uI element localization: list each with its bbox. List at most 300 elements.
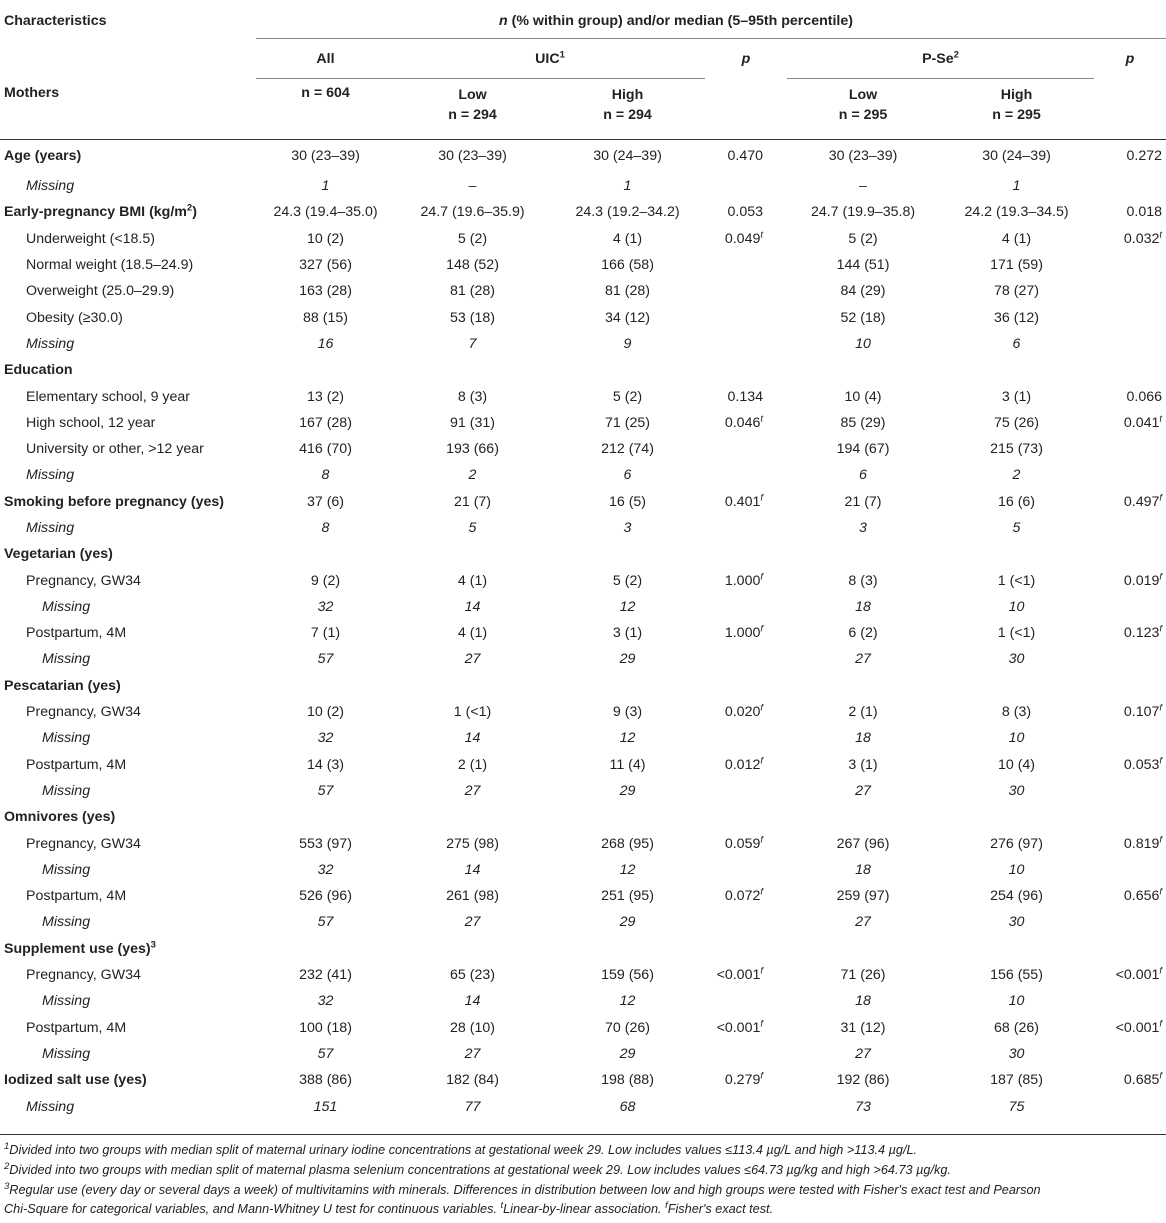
cell-all: 388 (86) [299, 1072, 352, 1089]
cell-uic-low: 53 (18) [450, 309, 495, 326]
row-label: High school, 12 year [26, 414, 156, 431]
cell-pse-high: 10 [1008, 730, 1025, 747]
cell-uic-low: 1 (<1) [453, 704, 492, 721]
cell-pse-low [787, 357, 939, 383]
footnote-2-mark: 2 [4, 1160, 10, 1172]
cell-p-pse-value: 0.272 [1126, 148, 1163, 165]
row-label: Missing [42, 598, 91, 615]
cell-uic-high: 212 (74) [601, 441, 654, 458]
cell-p-uic [705, 1015, 787, 1041]
row-label: Missing [42, 651, 91, 668]
cell-p-uic [705, 226, 787, 252]
header-row-2 [0, 39, 1166, 79]
cell-uic-low: 261 (98) [446, 888, 499, 905]
all-n: n = 604 [256, 79, 395, 140]
uic-footnote-mark: 1 [559, 48, 565, 60]
cell-p-pse [1094, 462, 1166, 488]
cell-pse-low: 30 (23–39) [828, 148, 898, 165]
cell-p-pse [1094, 1067, 1166, 1093]
cell-all: 32 [317, 861, 334, 878]
row-label: Missing [42, 914, 91, 931]
cell-pse-high: 30 [1008, 1045, 1025, 1062]
spanning-header [256, 4, 1166, 39]
cell-pse-low: 192 (86) [836, 1072, 890, 1089]
cell-p-uic [705, 804, 787, 830]
row-label: Postpartum, 4M [26, 1019, 127, 1036]
cell-uic-low: 30 (23–39) [438, 148, 507, 165]
row-label: Vegetarian (yes) [4, 546, 113, 563]
pse-label: P-Se [922, 50, 954, 67]
footnote-3 [4, 1180, 1041, 1197]
cell-p-pse [1094, 252, 1166, 278]
cell-pse-high: 5 [1012, 520, 1021, 536]
cell-uic-low: 5 [468, 520, 477, 536]
cell-all: 8 [321, 520, 330, 536]
all-header: All [256, 39, 395, 79]
cell-uic-low: 14 [464, 730, 481, 747]
footnote-2-text: Divided into two groups with median split of maternal plasma selenium concentrations at gestational week 29. Low includes values ≤64.73 µg/kg and high >64.73 µg/kg. [9, 1163, 951, 1177]
cell-p-uic [705, 541, 787, 567]
cell-p-uic [705, 673, 787, 699]
cell-pse-high: 2 [1012, 467, 1021, 484]
row-label: Missing [42, 993, 91, 1010]
cell-p-uic [705, 139, 787, 173]
row-label: Education [4, 362, 73, 379]
footnote-1 [4, 1140, 918, 1157]
row-label: Missing [42, 861, 91, 878]
cell-p-pse [1094, 620, 1166, 646]
row-label: Elementary school, 9 year [26, 388, 191, 405]
cell-p-uic [705, 252, 787, 278]
cell-pse-high: 68 (26) [994, 1019, 1039, 1036]
cell-uic-low: 24.7 (19.6–35.9) [420, 204, 525, 221]
cell-pse-low [787, 541, 939, 567]
cell-pse-high: 30 (24–39) [982, 148, 1051, 165]
row-label-sup: 2 [186, 202, 193, 214]
cell-p-pse [1094, 515, 1166, 541]
row-label: Missing [26, 520, 75, 536]
cell-uic-high: 68 [619, 1098, 636, 1115]
cell-pse-high: 75 [1008, 1098, 1025, 1115]
cell-p-pse-mark: f [1159, 570, 1163, 582]
cell-p-pse [1094, 830, 1166, 856]
footnote-3-mark: 3 [4, 1180, 10, 1192]
footnote-1-text: Divided into two groups with median split of maternal urinary iodine concentrations at gestational week 29. Low includes values ≤113.4 µg/L and high >113.4 µg/L. [9, 1143, 918, 1157]
table-row [0, 1015, 1166, 1041]
cell-uic-high: 198 (88) [601, 1072, 654, 1089]
table-row [0, 226, 1166, 252]
cell-p-pse [1094, 567, 1166, 593]
cell-p-uic [705, 830, 787, 856]
cell-p-uic [705, 410, 787, 436]
cell-p-uic-mark: f [760, 965, 763, 977]
row-label: Pregnancy, GW34 [26, 572, 141, 589]
pse-high-label: High [1000, 87, 1033, 103]
cell-uic-low: 7 [468, 335, 477, 352]
cell-all: 9 (2) [310, 572, 341, 589]
cell-pse-high: 36 (12) [994, 309, 1039, 326]
cell-p-pse-value: 0.123 [1123, 625, 1160, 642]
cell-uic-high: 30 (24–39) [593, 148, 662, 165]
cell-uic-high: 251 (95) [601, 888, 654, 905]
cell-uic-high: 34 (12) [605, 309, 650, 326]
cell-p-uic [705, 857, 787, 883]
cell-p-uic [705, 962, 787, 988]
cell-uic-high: 24.3 (19.2–34.2) [575, 204, 680, 221]
cell-p-pse-mark: f [1159, 754, 1163, 766]
cell-p-uic-value: 0.020 [724, 704, 761, 721]
row-label [0, 936, 256, 962]
cell-uic-low: 2 [468, 467, 477, 484]
cell-pse-low: 18 [855, 598, 871, 615]
cell-all [256, 357, 395, 383]
pse-footnote-mark: 2 [953, 48, 959, 60]
row-label: Age (years) [4, 148, 82, 165]
cell-p-pse-mark: f [1159, 833, 1163, 845]
header-row-1 [0, 4, 1166, 39]
cell-p-uic [705, 173, 787, 199]
cell-pse-low: 71 (26) [840, 967, 886, 984]
cell-uic-low: – [468, 178, 477, 195]
cell-pse-low: 27 [855, 1045, 871, 1062]
cell-p-pse-mark: f [1159, 1017, 1163, 1029]
uic-header [395, 39, 705, 79]
cell-all [256, 804, 395, 830]
cell-p-uic-value: 0.053 [727, 204, 763, 221]
row-label: Missing [26, 335, 75, 352]
cell-uic-low: 21 (7) [453, 493, 492, 510]
table-row [0, 383, 1166, 409]
cell-pse-high: 187 (85) [990, 1072, 1043, 1089]
cell-pse-high: 1 (<1) [997, 572, 1036, 589]
cell-all: 8 [321, 467, 330, 484]
cell-all: 16 [317, 335, 334, 352]
cell-uic-low: 2 (1) [457, 756, 488, 773]
cell-pse-low: 194 (67) [836, 441, 890, 458]
uic-high-n: n = 294 [603, 107, 652, 123]
cell-uic-high: 29 [619, 651, 636, 668]
cell-p-uic-mark: f [760, 886, 763, 898]
cell-all [256, 936, 395, 962]
cell-all: 167 (28) [299, 414, 352, 431]
cell-all [256, 673, 395, 699]
table-row [0, 646, 1166, 672]
table-row [0, 541, 1166, 567]
row-label: Omnivores (yes) [4, 809, 116, 826]
cell-p-uic-value: 0.012 [724, 756, 761, 773]
cell-uic-low: 91 (31) [450, 414, 495, 431]
cell-p-uic-value: 0.072 [724, 888, 761, 905]
row-label: Smoking before pregnancy (yes) [4, 493, 224, 510]
cell-p-pse-value: 0.819 [1123, 835, 1160, 852]
row-label: Missing [26, 1098, 75, 1115]
cell-uic-low: 27 [464, 782, 481, 799]
cell-p-pse-mark: f [1159, 491, 1163, 503]
cell-pse-high: 171 (59) [990, 257, 1043, 274]
cell-p-pse [1094, 936, 1166, 962]
cell-uic-high: 1 [623, 178, 632, 195]
cell-uic-low: 5 (2) [457, 230, 488, 247]
cell-all: 13 (2) [306, 388, 345, 405]
cell-p-pse-value: 0.497 [1123, 493, 1160, 510]
cell-pse-high [939, 673, 1094, 699]
cell-p-uic [705, 936, 787, 962]
cell-uic-high: 5 (2) [612, 388, 643, 405]
cell-pse-low [787, 673, 939, 699]
cell-p-pse-value: 0.041 [1123, 414, 1160, 431]
row-label: Missing [42, 1045, 91, 1062]
cell-pse-high [939, 804, 1094, 830]
header-blank-p1 [705, 79, 787, 140]
uic-low-header [395, 79, 550, 140]
row-label: Obesity (≥30.0) [26, 309, 123, 326]
cell-uic-low: 4 (1) [457, 572, 488, 589]
cell-pse-low: 84 (29) [840, 283, 886, 300]
cell-p-uic [705, 199, 787, 225]
cell-pse-high: 4 (1) [1001, 230, 1032, 247]
cell-all: 7 (1) [310, 625, 341, 642]
footnote-t-mark: t [500, 1199, 504, 1211]
cell-pse-high: 215 (73) [990, 441, 1043, 458]
table-row [0, 357, 1166, 383]
cell-pse-high: 1 (<1) [997, 625, 1036, 642]
row-label: Pregnancy, GW34 [26, 967, 141, 984]
cell-p-pse [1094, 752, 1166, 778]
cell-uic-low: 148 (52) [446, 257, 499, 274]
cell-p-pse [1094, 541, 1166, 567]
table-row [0, 804, 1166, 830]
table-row [0, 515, 1166, 541]
cell-p-pse [1094, 962, 1166, 988]
cell-uic-high: 3 [623, 520, 632, 536]
cell-p-uic-mark: f [760, 491, 763, 503]
cell-pse-low: 6 (2) [848, 625, 878, 642]
cell-pse-high: 16 (6) [997, 493, 1036, 510]
cell-all: 1 [321, 178, 330, 195]
pse-high-header [939, 79, 1094, 140]
pse-low-n: n = 295 [838, 107, 888, 123]
cell-p-pse [1094, 199, 1166, 225]
cell-pse-low: 267 (96) [836, 835, 890, 852]
uic-high-label: High [611, 87, 644, 103]
table-row [0, 567, 1166, 593]
cell-p-uic-mark: f [760, 623, 763, 635]
cell-all [256, 541, 395, 567]
table-body [0, 139, 1166, 1120]
cell-p-uic [705, 331, 787, 357]
table-row [0, 1093, 1166, 1119]
cell-uic-high: 71 (25) [605, 414, 650, 431]
cell-p-uic-mark: f [760, 1017, 763, 1029]
cell-uic-high: 268 (95) [601, 835, 654, 852]
cell-p-uic [705, 725, 787, 751]
row-label: Postpartum, 4M [26, 625, 127, 642]
cell-pse-high: 156 (55) [990, 967, 1043, 984]
cell-p-pse [1094, 383, 1166, 409]
cell-pse-high: 30 [1008, 782, 1025, 799]
cell-uic-low: 4 (1) [457, 625, 488, 642]
row-label: Underweight (<18.5) [26, 230, 155, 247]
footnote-3-cont [4, 1199, 774, 1216]
cell-p-uic [705, 883, 787, 909]
cell-pse-low: 5 (2) [848, 230, 878, 247]
cell-uic-high [550, 804, 705, 830]
cell-p-uic [705, 620, 787, 646]
cell-pse-low: 3 (1) [848, 756, 878, 773]
cell-all: 526 (96) [299, 888, 352, 905]
table-row [0, 830, 1166, 856]
cell-p-uic [705, 278, 787, 304]
table-row [0, 139, 1166, 173]
cell-uic-high: 12 [619, 598, 636, 615]
cell-uic-high: 12 [619, 861, 636, 878]
cell-uic-high: 11 (4) [609, 756, 646, 773]
footnote-3-text-b: Chi-Square for categorical variables, and Mann-Whitney U test for continuous variables. [4, 1202, 497, 1216]
cell-p-pse [1094, 804, 1166, 830]
cell-p-pse [1094, 594, 1166, 620]
cell-uic-high: 70 (26) [605, 1019, 650, 1036]
cell-uic-low: 27 [464, 1045, 481, 1062]
cell-p-pse-value: 0.032 [1123, 230, 1160, 247]
footnote-t-text: Linear-by-linear association. [503, 1202, 662, 1216]
table-row [0, 1041, 1166, 1067]
pse-low-header [787, 79, 939, 140]
cell-p-pse-value: 0.018 [1126, 204, 1163, 221]
cell-p-pse [1094, 778, 1166, 804]
cell-all: 24.3 (19.4–35.0) [273, 204, 378, 221]
cell-p-uic [705, 646, 787, 672]
characteristics-header: Characteristics [4, 13, 107, 30]
cell-pse-high: 10 (4) [997, 756, 1036, 773]
header-blank-p2 [1094, 79, 1166, 140]
cell-p-uic-value: 0.279 [724, 1072, 761, 1089]
cell-all: 553 (97) [299, 835, 352, 852]
cell-uic-high: 29 [619, 1045, 636, 1062]
cell-pse-high: 10 [1008, 598, 1025, 615]
cell-uic-low: 275 (98) [446, 835, 499, 852]
cell-pse-low: 2 (1) [848, 704, 878, 721]
row-label-text: Early-pregnancy BMI (kg/m [4, 204, 187, 221]
table-row [0, 278, 1166, 304]
cell-p-pse [1094, 909, 1166, 935]
cell-pse-low: 3 [859, 520, 867, 536]
cell-all: 32 [317, 598, 334, 615]
cell-pse-high [939, 541, 1094, 567]
cell-pse-low: 52 (18) [840, 309, 886, 326]
characteristics-table [0, 4, 1166, 1120]
row-label-text: Supplement use (yes) [4, 940, 151, 957]
cell-p-pse [1094, 699, 1166, 725]
cell-pse-high: 3 (1) [1001, 388, 1032, 405]
cell-p-uic-mark: t [760, 229, 763, 240]
cell-p-uic [705, 304, 787, 330]
cell-all: 57 [317, 782, 334, 799]
cell-p-uic [705, 436, 787, 462]
cell-all: 416 (70) [299, 441, 352, 458]
uic-label: UIC [535, 50, 560, 67]
uic-low-label: Low [458, 87, 487, 103]
cell-uic-low: 8 (3) [457, 388, 488, 405]
row-label: Iodized salt use (yes) [4, 1072, 147, 1089]
cell-pse-low: 259 (97) [836, 888, 890, 905]
cell-uic-high [550, 936, 705, 962]
row-label: Pregnancy, GW34 [26, 704, 141, 721]
cell-p-pse-mark: f [1159, 886, 1163, 898]
cell-uic-high: 81 (28) [605, 283, 650, 300]
cell-p-uic [705, 778, 787, 804]
cell-p-pse [1094, 436, 1166, 462]
cell-all: 32 [317, 730, 334, 747]
cell-p-uic-mark: t [760, 413, 763, 425]
row-label-sup: 3 [150, 939, 156, 951]
table-row [0, 436, 1166, 462]
cell-uic-low: 193 (66) [446, 441, 499, 458]
table-row [0, 778, 1166, 804]
cell-p-uic-mark: f [760, 833, 763, 845]
pse-low-label: Low [848, 87, 878, 103]
cell-pse-low: 27 [855, 914, 871, 931]
cell-p-uic [705, 1041, 787, 1067]
cell-pse-low: 85 (29) [840, 414, 886, 431]
row-label: University or other, >12 year [26, 441, 204, 458]
cell-uic-high [550, 673, 705, 699]
row-label-tail: ) [192, 204, 197, 221]
table-row [0, 857, 1166, 883]
table-row [0, 699, 1166, 725]
uic-high-header [550, 79, 705, 140]
cell-p-pse [1094, 304, 1166, 330]
cell-uic-high: 4 (1) [612, 230, 643, 247]
cell-all: 14 (3) [306, 756, 345, 773]
cell-pse-high: 8 (3) [1001, 704, 1032, 721]
cell-pse-high: 30 [1008, 651, 1025, 668]
cell-p-uic [705, 1093, 787, 1119]
cell-uic-low [395, 357, 550, 383]
cell-p-uic [705, 383, 787, 409]
table-row [0, 620, 1166, 646]
cell-p-pse [1094, 1041, 1166, 1067]
cell-p-pse [1094, 489, 1166, 515]
cell-pse-low: 10 [855, 335, 871, 352]
cell-pse-low: 21 (7) [844, 493, 882, 510]
cell-p-uic [705, 594, 787, 620]
cell-p-pse [1094, 883, 1166, 909]
cell-p-pse-mark: t [1159, 413, 1163, 425]
cell-p-pse-mark: f [1159, 1070, 1163, 1082]
cell-p-pse-mark: f [1159, 965, 1163, 977]
cell-pse-low: 144 (51) [836, 257, 890, 274]
cell-p-uic [705, 988, 787, 1014]
cell-p-uic [705, 489, 787, 515]
cell-p-uic-value: 0.059 [724, 835, 761, 852]
cell-pse-high [939, 936, 1094, 962]
cell-p-pse-value: <0.001 [1115, 967, 1160, 984]
cell-pse-high: 276 (97) [990, 835, 1043, 852]
cell-p-pse [1094, 357, 1166, 383]
cell-uic-low: 27 [464, 651, 481, 668]
cell-pse-high: 78 (27) [994, 283, 1039, 300]
cell-all: 88 (15) [303, 309, 348, 326]
table-row [0, 962, 1166, 988]
footnote-f-mark: f [665, 1199, 668, 1211]
table-row [0, 462, 1166, 488]
cell-all: 10 (2) [306, 230, 345, 247]
footnote-f-text: Fisher's exact test. [667, 1202, 774, 1216]
cell-pse-high: 24.2 (19.3–34.5) [964, 204, 1069, 221]
cell-p-pse-value: 0.656 [1123, 888, 1160, 905]
cell-p-pse [1094, 331, 1166, 357]
footnote-divider [0, 1134, 1166, 1135]
